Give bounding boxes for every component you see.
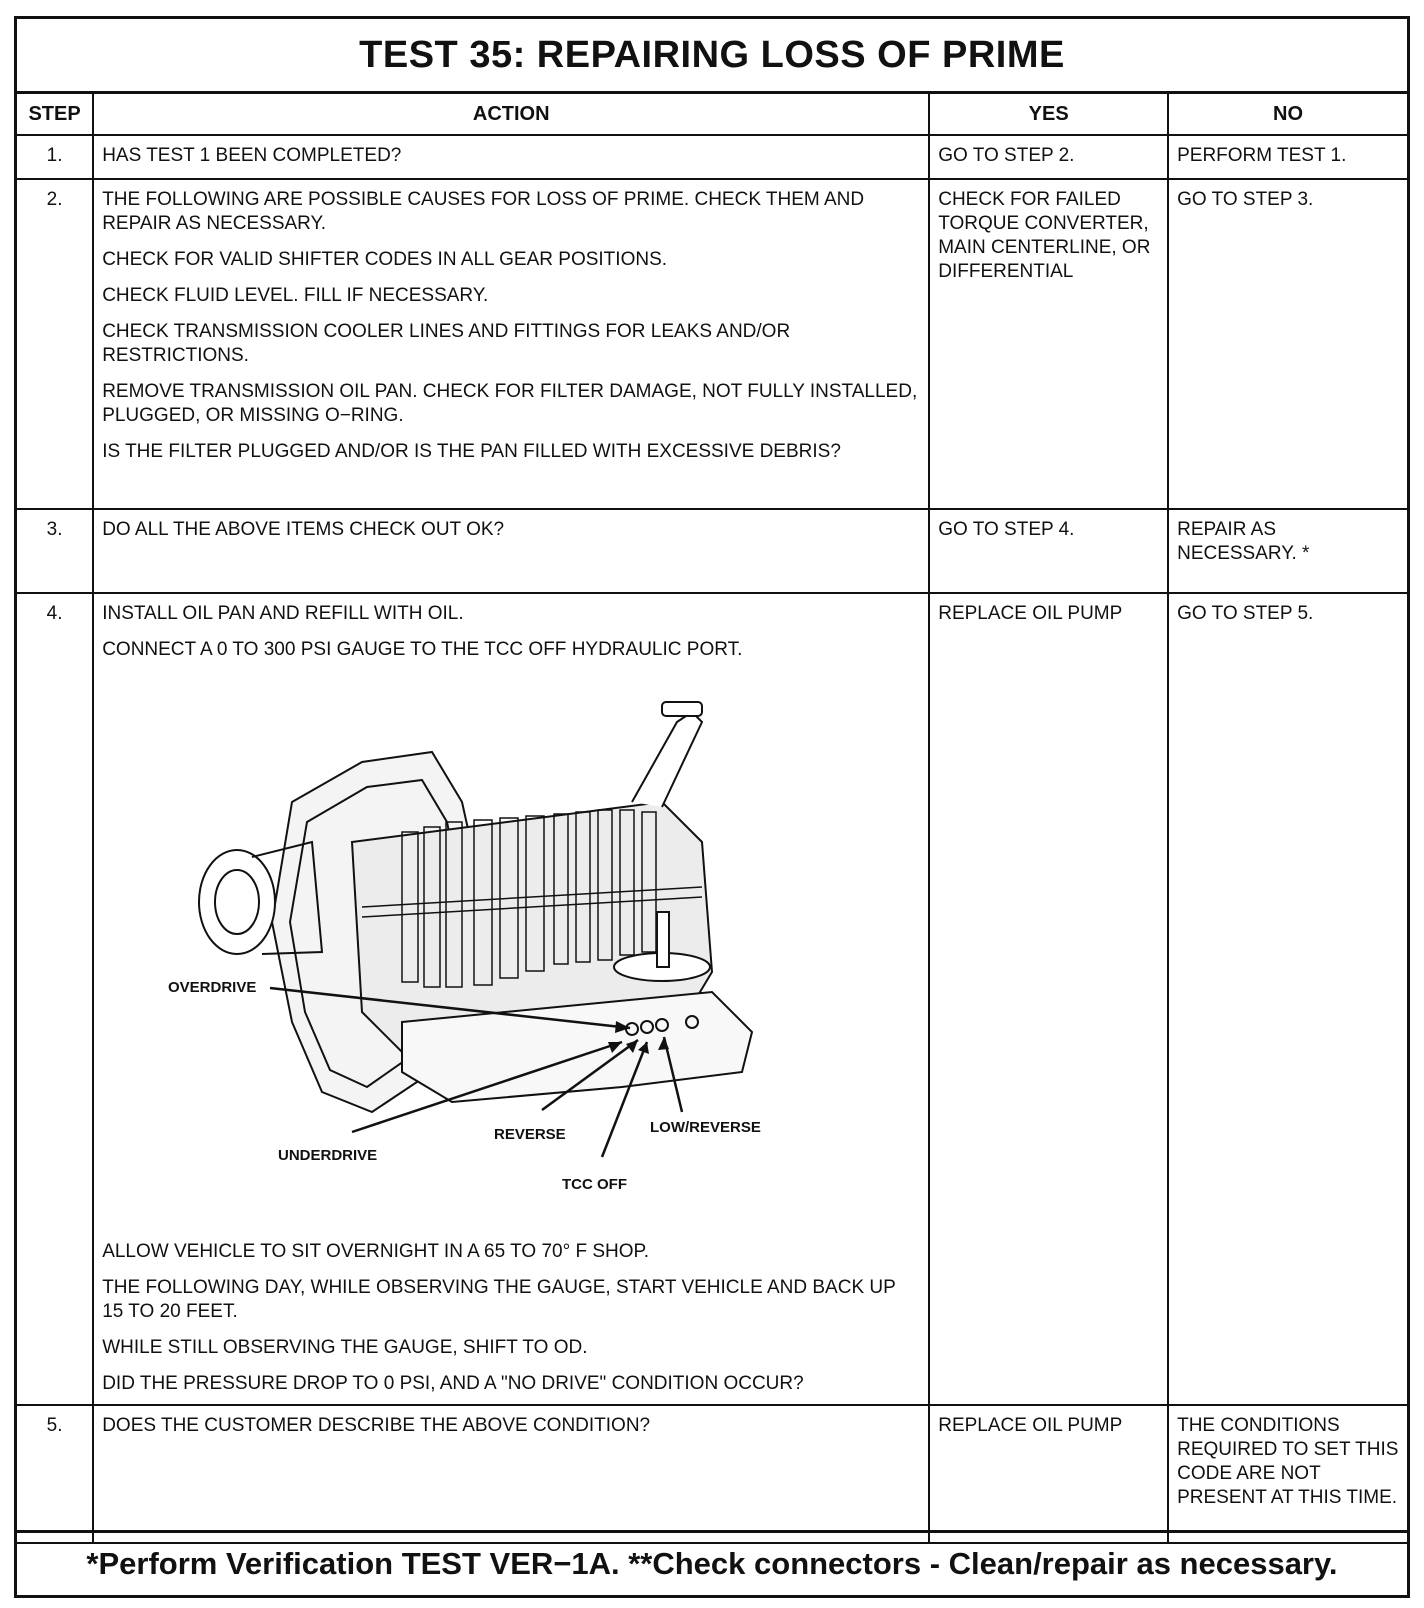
label-tcc-off: TCC OFF [562, 1176, 628, 1193]
action-text: CHECK FLUID LEVEL. FILL IF NECESSARY. [102, 285, 489, 306]
action-text: ALLOW VEHICLE TO SIT OVERNIGHT IN A 65 TO 70° F SHOP. [102, 1241, 650, 1262]
action-text: HAS TEST 1 BEEN COMPLETED? [102, 145, 402, 166]
step-number: 2. [17, 179, 93, 509]
action-cell [93, 593, 929, 1405]
test-sheet [14, 16, 1410, 1598]
action-text: CHECK TRANSMISSION COOLER LINES AND FITTINGS FOR LEAKS AND/OR RESTRICTIONS. [102, 321, 791, 366]
label-low-reverse: LOW/REVERSE [650, 1119, 762, 1136]
header-row [17, 94, 1407, 135]
action-text: THE FOLLOWING ARE POSSIBLE CAUSES FOR LOSS OF PRIME. CHECK THEM AND REPAIR AS NECESSARY. [102, 189, 865, 234]
action-text: CONNECT A 0 TO 300 PSI GAUGE TO THE TCC OFF HYDRAULIC PORT. [102, 639, 743, 660]
table-row [17, 1405, 1407, 1543]
header-no: NO [1168, 94, 1407, 135]
yes-cell: GO TO STEP 2. [929, 135, 1168, 179]
footer-note: *Perform Verification TEST VER−1A. **Check connectors - Clean/repair as necessary. [17, 1530, 1407, 1595]
label-underdrive: UNDERDRIVE [278, 1147, 378, 1164]
no-cell: GO TO STEP 3. [1168, 179, 1407, 509]
table-row [17, 509, 1407, 593]
no-cell: REPAIR AS NECESSARY. * [1168, 509, 1407, 593]
transmission-illustration [199, 702, 752, 1112]
procedure-table [17, 94, 1407, 1544]
action-text: THE FOLLOWING DAY, WHILE OBSERVING THE GAUGE, START VEHICLE AND BACK UP 15 TO 20 FEET. [102, 1277, 896, 1322]
transmission-diagram [102, 692, 862, 1222]
action-text: INSTALL OIL PAN AND REFILL WITH OIL. [102, 603, 464, 624]
table-row [17, 179, 1407, 509]
label-reverse: REVERSE [494, 1126, 566, 1143]
action-text: REMOVE TRANSMISSION OIL PAN. CHECK FOR FILTER DAMAGE, NOT FULLY INSTALLED, PLUGGED, OR MISSING O−RING. [102, 381, 918, 426]
no-cell: GO TO STEP 5. [1168, 593, 1407, 1405]
step-number: 4. [17, 593, 93, 1405]
step-number: 5. [17, 1405, 93, 1543]
action-text: DO ALL THE ABOVE ITEMS CHECK OUT OK? [102, 519, 505, 540]
label-overdrive: OVERDRIVE [168, 979, 257, 996]
page-title: TEST 35: REPAIRING LOSS OF PRIME [17, 19, 1407, 94]
header-action: ACTION [93, 94, 929, 135]
yes-cell: CHECK FOR FAILED TORQUE CONVERTER, MAIN CENTERLINE, OR DIFFERENTIAL [929, 179, 1168, 509]
yes-cell: GO TO STEP 4. [929, 509, 1168, 593]
step-number: 1. [17, 135, 93, 179]
action-cell [93, 509, 929, 593]
no-cell: THE CONDITIONS REQUIRED TO SET THIS CODE ARE NOT PRESENT AT THIS TIME. [1168, 1405, 1407, 1543]
action-cell [93, 135, 929, 179]
table-row [17, 593, 1407, 1405]
yes-cell: REPLACE OIL PUMP [929, 593, 1168, 1405]
table-row [17, 135, 1407, 179]
action-text: DOES THE CUSTOMER DESCRIBE THE ABOVE CONDITION? [102, 1415, 651, 1436]
yes-cell: REPLACE OIL PUMP [929, 1405, 1168, 1543]
action-text: CHECK FOR VALID SHIFTER CODES IN ALL GEAR POSITIONS. [102, 249, 668, 270]
no-cell: PERFORM TEST 1. [1168, 135, 1407, 179]
action-text: DID THE PRESSURE DROP TO 0 PSI, AND A "NO DRIVE" CONDITION OCCUR? [102, 1373, 804, 1394]
action-cell [93, 179, 929, 509]
step-number: 3. [17, 509, 93, 593]
action-text: IS THE FILTER PLUGGED AND/OR IS THE PAN FILLED WITH EXCESSIVE DEBRIS? [102, 441, 841, 462]
header-yes: YES [929, 94, 1168, 135]
action-text: WHILE STILL OBSERVING THE GAUGE, SHIFT TO OD. [102, 1337, 588, 1358]
header-step: STEP [17, 94, 93, 135]
action-cell [93, 1405, 929, 1543]
